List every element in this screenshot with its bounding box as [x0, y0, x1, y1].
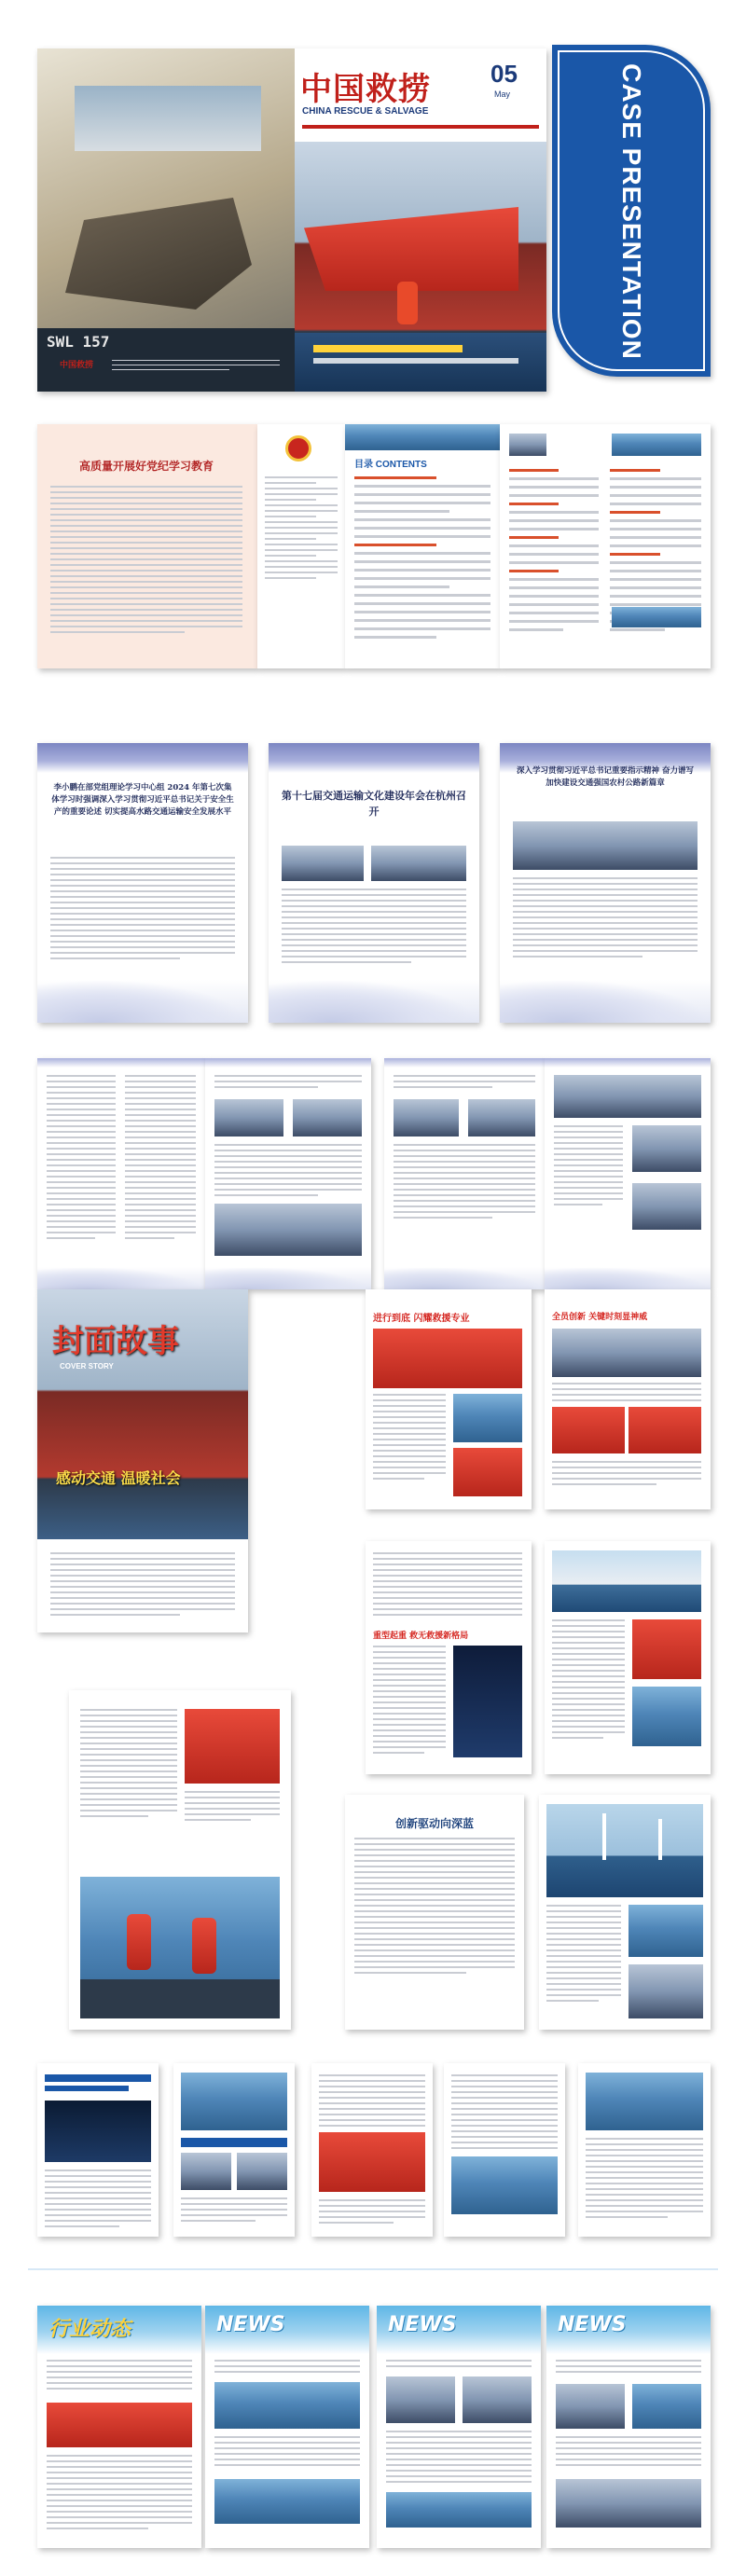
- page-cover-story: [37, 1289, 248, 1632]
- page-rescue-story-1: [366, 1289, 532, 1509]
- page-news-2: [377, 2306, 541, 2548]
- cover-story-en: COVER STORY: [60, 1362, 114, 1371]
- page-offshore-5: [578, 2063, 711, 2237]
- page-innovation-right: [345, 1795, 524, 2030]
- cover-story-cn: 封面故事: [52, 1323, 179, 1360]
- red-headline-3: 重型起重 救无救援新格局: [373, 1632, 469, 1641]
- issue-month: May: [494, 90, 511, 99]
- page-offshore-3: [311, 2063, 433, 2237]
- red-headline-2: 全员创新 关键时刻显神威: [552, 1313, 648, 1322]
- page-article-culture: [269, 743, 479, 1023]
- cover-lower-logo: 中国救捞: [60, 361, 94, 370]
- page-article-safety: [37, 743, 248, 1023]
- page-innovation-photos: [539, 1795, 711, 2030]
- issue-number: 05: [490, 60, 518, 88]
- magazine-cover: [37, 48, 546, 392]
- magazine-subtitle: CHINA RESCUE & SALVAGE: [302, 106, 429, 117]
- magazine-title: 中国救捞: [300, 71, 431, 108]
- page-offshore-2: [173, 2063, 295, 2237]
- page-rescue-story-2: [545, 1289, 711, 1509]
- cover-story-headline: 感动交通 温暖社会: [56, 1469, 181, 1487]
- page-small-3: [384, 1058, 545, 1289]
- article-roads-title: 深入学习贯彻习近平总书记重要指示精神 奋力谱写加快建设交通强国农村公路新篇章: [517, 766, 694, 788]
- section-banner: 行业动态: [48, 2318, 131, 2341]
- case-presentation-tab: [552, 45, 711, 377]
- case-presentation-label: CASE PRESENTATION: [617, 63, 646, 360]
- page-offshore-4: [444, 2063, 565, 2237]
- page-editorial-board: [257, 424, 345, 668]
- cover-photo-salvaged-boat: [37, 48, 295, 392]
- page-rescue-story-4: [545, 1541, 711, 1774]
- masthead: [295, 48, 546, 142]
- red-headline-1: 进行到底 闪耀救援专业: [373, 1314, 470, 1324]
- page-small-2: [205, 1058, 371, 1289]
- page-small-1: [37, 1058, 205, 1289]
- page-study-education: [37, 424, 257, 668]
- page-offshore-1: [37, 2063, 159, 2237]
- boat-mark: SWL 157: [47, 333, 110, 351]
- page-article-roads: [500, 743, 711, 1023]
- page-small-4: [545, 1058, 711, 1289]
- article-culture-title: 第十七届交通运输文化建设年会在杭州召开: [282, 790, 466, 818]
- article-safety-title: 李小鹏在部党组理论学习中心组 2024 年第七次集体学习时强调深入学习贯彻习近平总书记关于安全生产的重要论述 切实提高水路交通运输安全发展水平: [51, 783, 234, 817]
- news-label-1: NEWS: [216, 2313, 285, 2336]
- page-innovation-left: [69, 1690, 291, 2030]
- study-title: 高质量开展好党纪学习教育: [78, 460, 214, 473]
- cover-photo-rescue-ship: [295, 142, 546, 392]
- page-news-1: [205, 2306, 369, 2548]
- innovation-title: 创新驱动向深蓝: [394, 1817, 474, 1830]
- news-label-3: NEWS: [558, 2313, 627, 2336]
- page-news-3: [546, 2306, 711, 2548]
- party-emblem-icon: [285, 435, 311, 461]
- news-label-2: NEWS: [388, 2313, 457, 2336]
- page-industry-news: [37, 2306, 201, 2548]
- page-contents: [345, 424, 500, 668]
- page-contents-2: [500, 424, 711, 668]
- contents-title: 目录 CONTENTS: [354, 460, 427, 470]
- page-rescue-story-3: [366, 1541, 532, 1774]
